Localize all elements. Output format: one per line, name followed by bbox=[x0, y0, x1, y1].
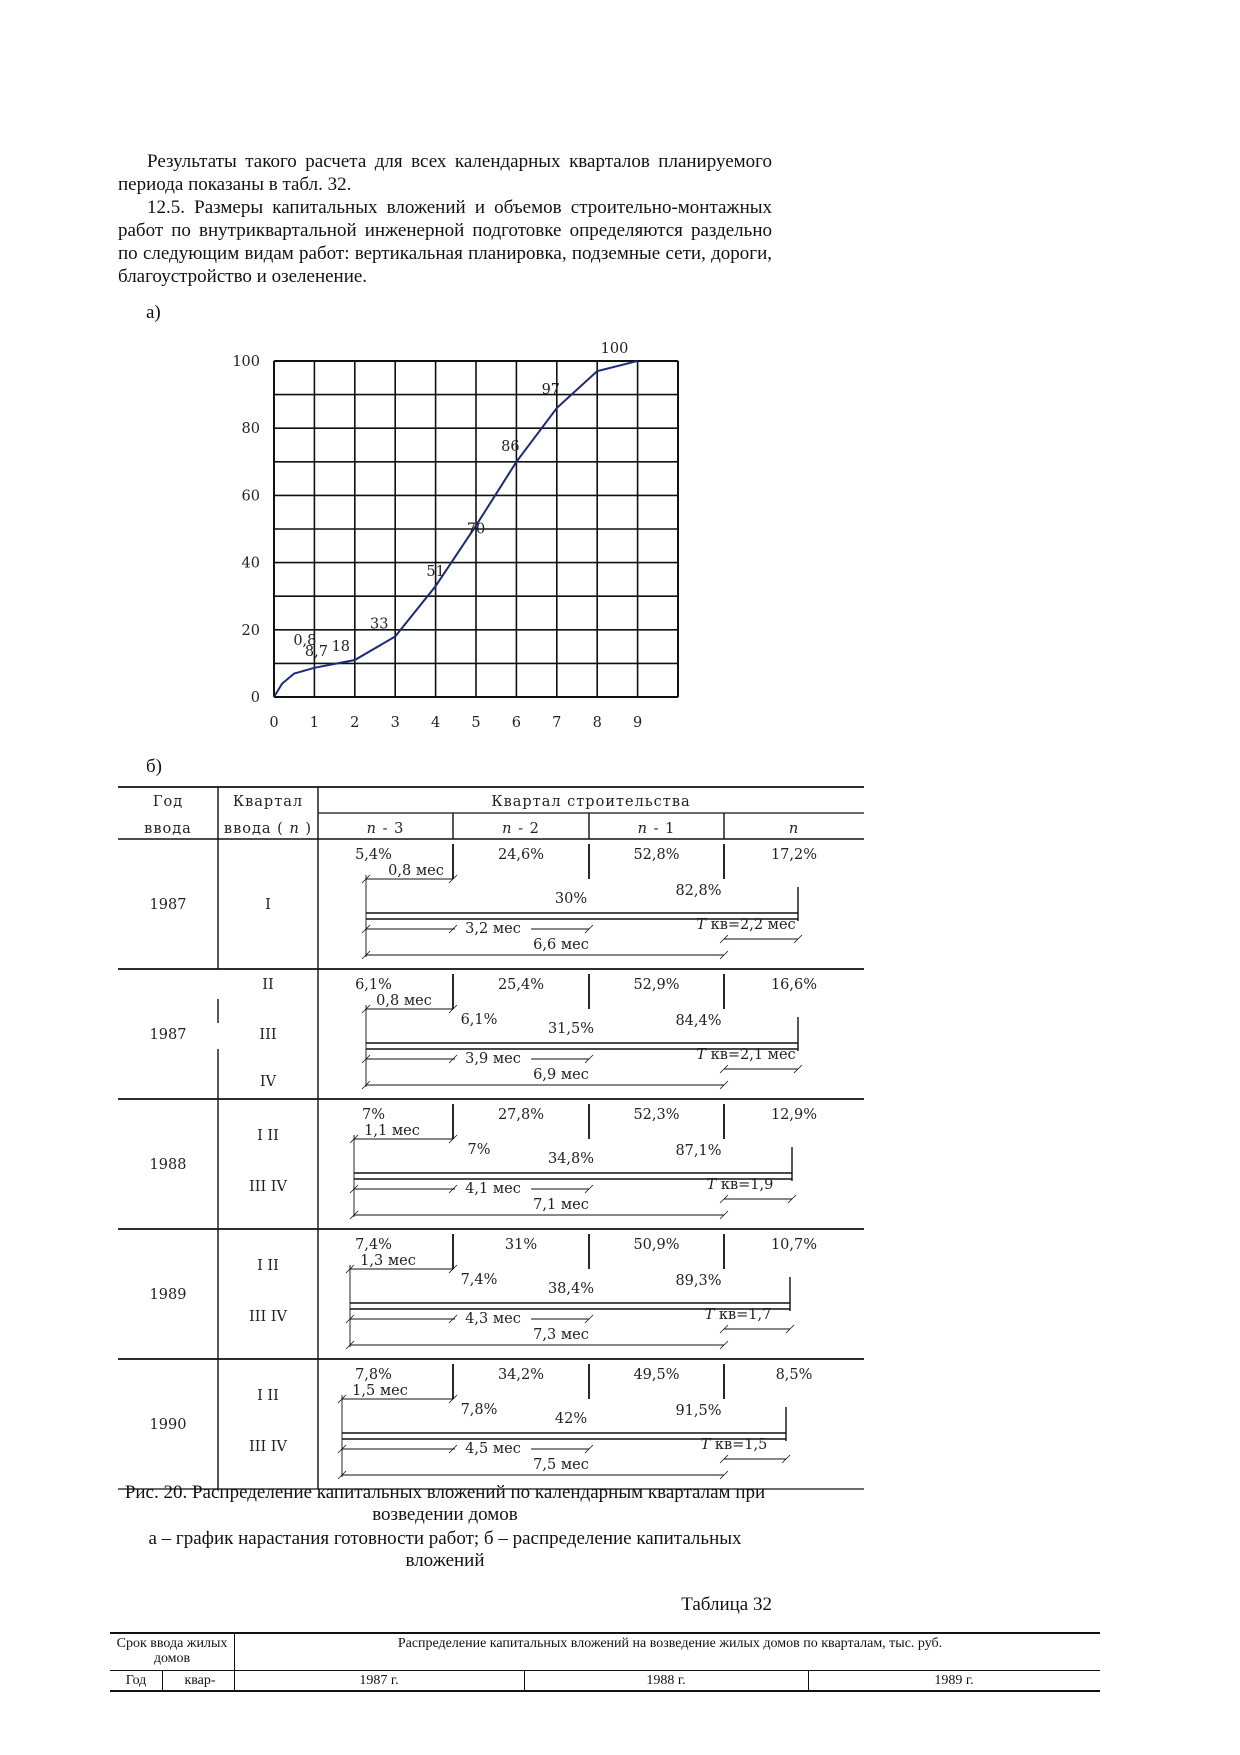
y-tick-label: 0 bbox=[250, 690, 260, 706]
row-pct: 25,4% bbox=[497, 977, 545, 993]
y-tick-label: 40 bbox=[241, 555, 260, 572]
header-quarter: Квартал bbox=[232, 794, 304, 810]
row-pct: 52,3% bbox=[633, 1107, 680, 1123]
row-pct: 52,9% bbox=[633, 977, 680, 993]
paragraph-1: Результаты такого расчета для всех календарных кварталов планируемого периода показаны в табл. 32. bbox=[118, 151, 772, 195]
chart-data-label: 0,8 bbox=[293, 633, 317, 650]
x-tick-label: 6 bbox=[511, 715, 522, 731]
cumulative-pct-first: 7,4% bbox=[460, 1272, 498, 1288]
cumulative-pct-mid: 34,8% bbox=[547, 1151, 595, 1167]
duration-second: 3,2 мес bbox=[465, 921, 521, 937]
row-quarter: I II bbox=[257, 1128, 279, 1144]
header-col-3: n bbox=[788, 821, 800, 837]
duration-total: 7,1 мес bbox=[533, 1197, 589, 1213]
row-year: 1987 bbox=[149, 897, 187, 913]
row-quarter: III IV bbox=[249, 1439, 287, 1455]
x-tick-label: 1 bbox=[309, 715, 320, 731]
figure-caption-title: Рис. 20. Распределение капитальных вложений по календарным кварталам при возведении домов bbox=[124, 1482, 766, 1525]
row-pct: 31% bbox=[504, 1237, 538, 1253]
t32-sub-year: Год bbox=[125, 1673, 147, 1688]
row-quarter: I II bbox=[257, 1388, 279, 1404]
duration-first-month: 1,1 мес bbox=[364, 1123, 420, 1139]
t32-header-distribution: Распределение капитальных вложений на возведение жилых домов по кварталам, тыс. руб. bbox=[397, 1636, 943, 1651]
row-quarter: IV bbox=[259, 1074, 277, 1090]
row-pct: 6,1% bbox=[355, 977, 392, 993]
x-tick-label: 3 bbox=[390, 715, 400, 731]
cumulative-pct-end: 87,1% bbox=[675, 1143, 722, 1159]
header-col-0: n - 3 bbox=[366, 821, 405, 837]
row-quarter: II bbox=[262, 977, 274, 993]
tkv-label: Т кв=1,9 bbox=[706, 1177, 774, 1193]
row-year: 1990 bbox=[149, 1417, 187, 1433]
row-pct: 24,6% bbox=[497, 847, 545, 863]
cumulative-pct-mid: 30% bbox=[554, 891, 588, 907]
row-pct: 16,6% bbox=[770, 977, 818, 993]
table-32 bbox=[110, 1632, 1100, 1692]
duration-total: 6,6 мес bbox=[533, 937, 589, 953]
row-pct: 7,8% bbox=[355, 1367, 392, 1383]
label-b: б) bbox=[146, 756, 162, 777]
y-tick-label: 100 bbox=[232, 354, 260, 370]
header-year: Год bbox=[152, 794, 184, 810]
header-year-2: ввода bbox=[144, 821, 192, 837]
row-year: 1989 bbox=[149, 1287, 187, 1303]
row-pct: 34,2% bbox=[497, 1367, 545, 1383]
tkv-label: Т кв=2,2 мес bbox=[696, 917, 796, 933]
y-tick-label: 20 bbox=[241, 622, 260, 639]
cumulative-pct-end: 89,3% bbox=[675, 1273, 722, 1289]
t32-year-1987: 1987 г. bbox=[359, 1673, 399, 1688]
duration-second: 4,5 мес bbox=[465, 1441, 521, 1457]
x-tick-label: 2 bbox=[350, 715, 360, 731]
readiness-chart bbox=[0, 0, 1240, 780]
cumulative-pct-end: 91,5% bbox=[675, 1403, 722, 1419]
chart-data-label: 18 bbox=[331, 639, 351, 656]
row-pct: 8,5% bbox=[775, 1367, 813, 1383]
cumulative-pct-end: 84,4% bbox=[675, 1013, 722, 1029]
duration-second: 4,3 мес bbox=[465, 1311, 521, 1327]
t32-sub-quarter: квар- bbox=[184, 1673, 216, 1688]
cumulative-pct-mid: 42% bbox=[554, 1411, 588, 1427]
x-tick-label: 8 bbox=[592, 715, 602, 731]
row-pct: 12,9% bbox=[770, 1107, 818, 1123]
row-pct: 52,8% bbox=[633, 847, 680, 863]
row-pct: 27,8% bbox=[497, 1107, 545, 1123]
duration-second: 3,9 мес bbox=[465, 1051, 521, 1067]
cumulative-pct-end: 82,8% bbox=[675, 883, 722, 899]
row-quarter: I II bbox=[257, 1258, 279, 1274]
row-quarter: III IV bbox=[249, 1309, 287, 1325]
table-number: Таблица 32 bbox=[681, 1594, 772, 1615]
cumulative-pct-first: 7% bbox=[467, 1142, 491, 1158]
paragraph-2: 12.5. Размеры капитальных вложений и объемов строительно-монтажных работ по внутриквартальной инженерной подготовке определяются раздельно по следующим видам работ: вертикальная планировка, подземные сети, дороги, благоустройство и озеленение. bbox=[118, 197, 772, 287]
row-pct: 10,7% bbox=[770, 1237, 818, 1253]
tkv-label: Т кв=1,7 bbox=[704, 1307, 772, 1323]
cumulative-pct-first: 6,1% bbox=[460, 1012, 498, 1028]
figure-caption-legend: а – график нарастания готовности работ; б – распределение капитальных вложений bbox=[148, 1528, 742, 1571]
x-tick-label: 0 bbox=[269, 715, 279, 731]
row-pct: 50,9% bbox=[633, 1237, 680, 1253]
chart-data-label: 33 bbox=[369, 616, 389, 633]
chart-data-label: 86 bbox=[501, 438, 520, 455]
row-pct: 49,5% bbox=[633, 1367, 680, 1383]
row-pct: 5,4% bbox=[355, 847, 392, 863]
header-col-1: n - 2 bbox=[502, 821, 540, 837]
duration-first-month: 1,3 мес bbox=[360, 1253, 416, 1269]
chart-data-label: 51 bbox=[426, 564, 445, 581]
duration-first-month: 1,5 мес bbox=[352, 1383, 408, 1399]
header-quarter-2: ввода ( n ) bbox=[223, 821, 313, 837]
row-pct: 17,2% bbox=[770, 847, 818, 863]
t32-header-term: Срок ввода жилых домов bbox=[116, 1636, 228, 1666]
label-a: а) bbox=[146, 302, 161, 323]
row-pct: 7% bbox=[361, 1107, 386, 1123]
duration-first-month: 0,8 мес bbox=[376, 993, 432, 1009]
row-year: 1988 bbox=[149, 1157, 187, 1173]
tkv-label: Т кв=1,5 bbox=[700, 1437, 768, 1453]
y-tick-label: 80 bbox=[241, 421, 260, 438]
t32-year-1988: 1988 г. bbox=[646, 1673, 686, 1688]
x-tick-label: 7 bbox=[552, 715, 562, 731]
x-tick-label: 4 bbox=[430, 715, 441, 731]
row-quarter: III bbox=[259, 1027, 277, 1043]
row-year: 1987 bbox=[149, 1027, 187, 1043]
row-quarter: III IV bbox=[249, 1179, 287, 1195]
chart-data-label: 70 bbox=[466, 521, 486, 538]
row-pct: 7,4% bbox=[355, 1237, 392, 1253]
x-tick-label: 9 bbox=[632, 715, 643, 731]
distribution-table bbox=[118, 786, 864, 1498]
duration-second: 4,1 мес bbox=[465, 1181, 521, 1197]
cumulative-pct-first: 7,8% bbox=[460, 1402, 498, 1418]
chart-data-label: 100 bbox=[600, 341, 629, 357]
chart-data-label: 97 bbox=[541, 382, 561, 399]
duration-total: 7,3 мес bbox=[533, 1327, 589, 1343]
t32-year-1989: 1989 г. bbox=[934, 1673, 974, 1688]
cumulative-pct-mid: 38,4% bbox=[547, 1281, 595, 1297]
cumulative-pct-mid: 31,5% bbox=[547, 1021, 595, 1037]
row-quarter: I bbox=[265, 897, 271, 913]
header-col-2: n - 1 bbox=[637, 821, 676, 837]
header-construction-quarter: Квартал строительства bbox=[491, 794, 691, 810]
chart-data-label: 8,7 bbox=[304, 643, 328, 660]
y-tick-label: 60 bbox=[241, 488, 260, 505]
x-tick-label: 5 bbox=[471, 715, 481, 731]
duration-total: 7,5 мес bbox=[533, 1457, 589, 1473]
duration-first-month: 0,8 мес bbox=[388, 863, 444, 879]
tkv-label: Т кв=2,1 мес bbox=[696, 1047, 796, 1063]
duration-total: 6,9 мес bbox=[533, 1067, 589, 1083]
